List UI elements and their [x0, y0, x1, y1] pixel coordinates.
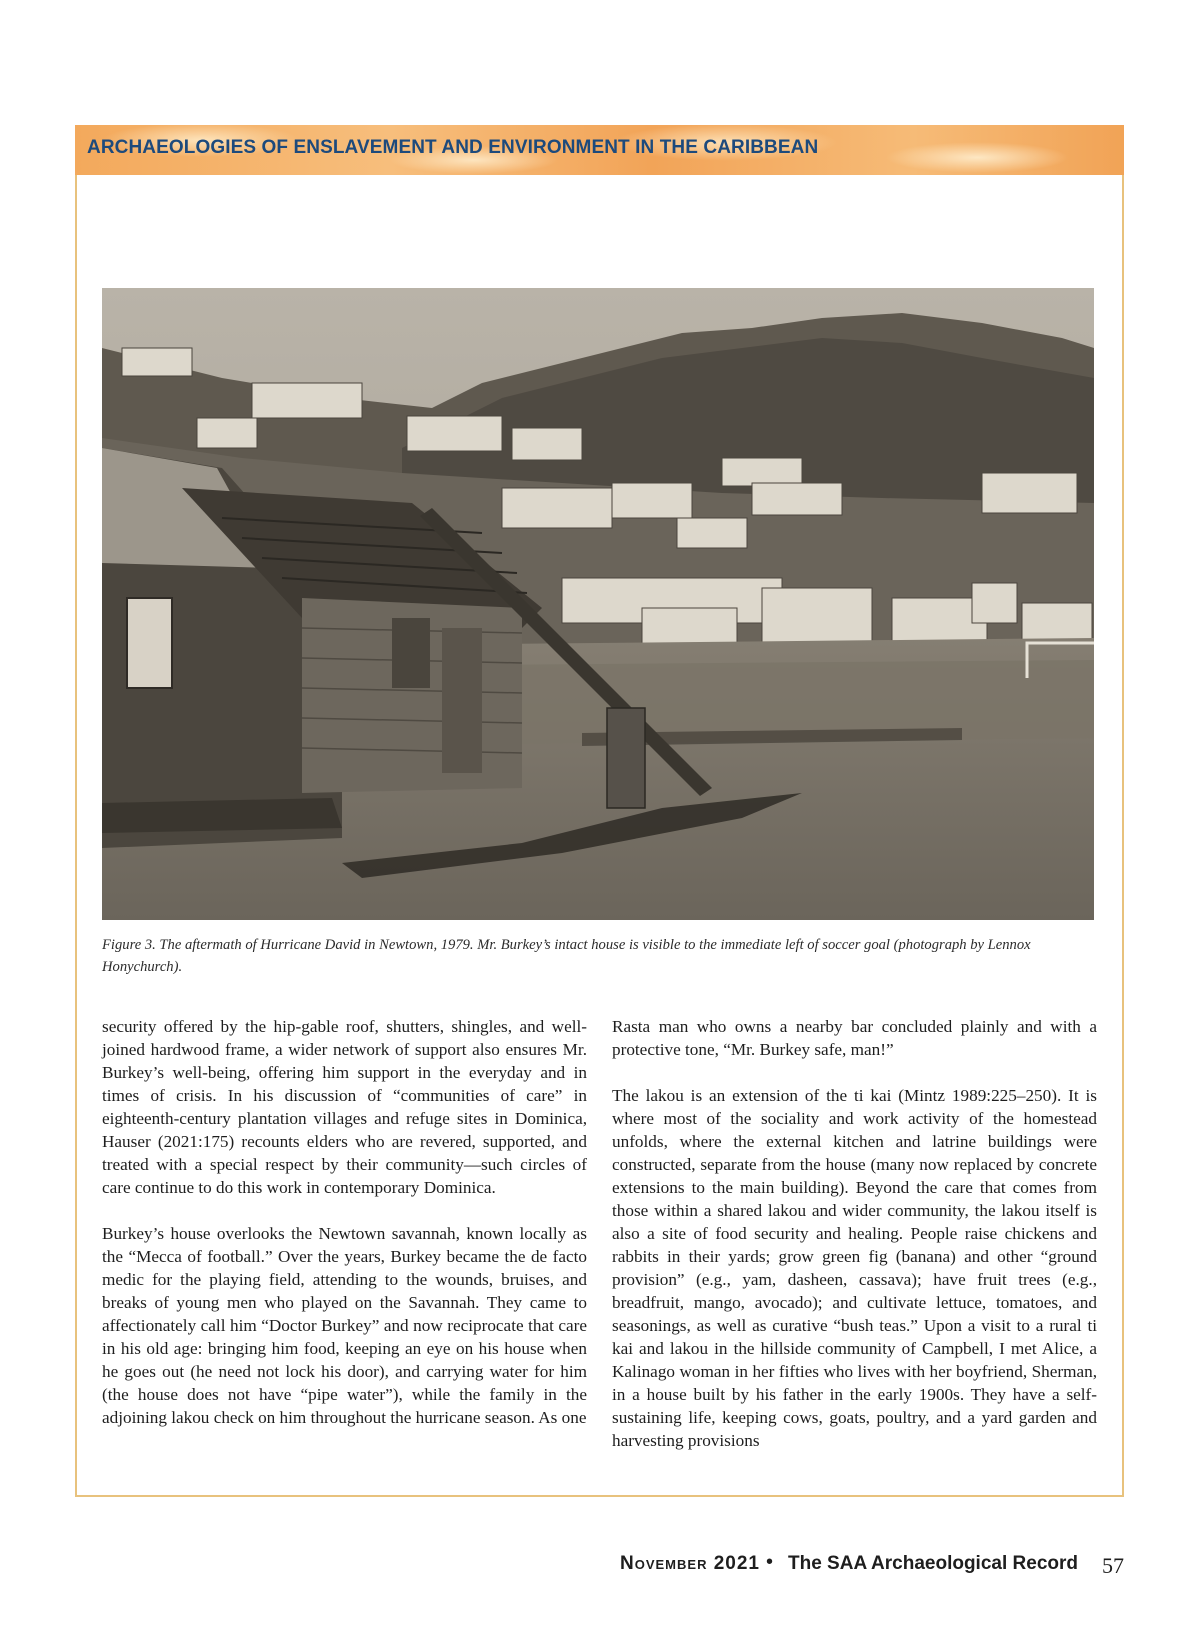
page-footer: [0, 1553, 1200, 1583]
footer-journal-title: The SAA Archaeological Record: [788, 1553, 1078, 1574]
banner-title: ARCHAEOLOGIES OF ENSLAVEMENT AND ENVIRONMENT IN THE CARIBBEAN: [87, 137, 819, 158]
photo-illustration: [102, 288, 1094, 920]
hurricane-photograph: [102, 288, 1094, 920]
body-paragraph: security offered by the hip-gable roof, shutters, shingles, and well-joined hardwood frame, a wider network of support also ensures Mr. Burkey’s well-being, offering him support in the everyday and in times of crisis. In his discussion of “communities of care” in eighteenth-century plantation villages and refuge sites in Dominica, Hauser (2021:175) recounts elders who are revered, supported, and treated with a special respect by their community—such circles of care continue to do this work in contemporary Dominica.: [102, 1017, 587, 1197]
body-paragraph: Burkey’s house overlooks the Newtown savannah, known locally as the “Mecca of football.” Over the years, Burkey became the de facto medic for the playing field, attending to the wounds, bruises, and breaks of young men who played on the Savannah. They came to affectionately call him “Doctor Burkey” and now reciprocate that care in his old age: bringing him food, keeping an eye on his house when he goes out (he need not lock his door), and carrying water for him (the house does not have “pipe water”), while the family in the adjoining lakou check on him throughout the hurricane season. As one: [102, 1224, 587, 1427]
figure-caption: Figure 3. The aftermath of Hurricane David in Newtown, 1979. Mr. Burkey’s intact house is visible to the immediate left of soccer goal (photograph by Lennox Honychurch).: [102, 937, 1031, 975]
footer-issue-date: November 2021: [620, 1553, 760, 1574]
body-paragraph: Rasta man who owns a nearby bar concluded plainly and with a protective tone, “Mr. Burkey safe, man!”: [612, 1017, 1097, 1059]
footer-separator: •: [766, 1551, 774, 1573]
page-number: 57: [1102, 1553, 1124, 1578]
section-banner: [75, 125, 1124, 175]
body-column-left: [102, 1015, 587, 1452]
body-column-right: [612, 1015, 1097, 1475]
body-paragraph: The lakou is an extension of the ti kai (Mintz 1989:225–250). It is where most of the sociality and work activity of the homestead unfolds, where the external kitchen and latrine buildings were constructed, separate from the house (many now replaced by concrete extensions to the main building). Beyond the care that comes from those within a shared lakou and wider community, the lakou itself is also a site of food security and healing. People raise chickens and rabbits in their yards; grow green fig (banana) and other “ground provision” (e.g., yam, dasheen, cassava); have fruit trees (e.g., breadfruit, mango, avocado); and cultivate lettuce, tomatoes, and seasonings, as well as curative “bush teas.” Upon a visit to a rural ti kai and lakou in the hillside community of Campbell, I met Alice, a Kalinago woman in her fifties who lives with her boyfriend, Sherman, in a house built by his father in the early 1900s. They have a self-sustaining life, keeping cows, goats, poultry, and a yard garden and harvesting provisions: [612, 1086, 1097, 1450]
